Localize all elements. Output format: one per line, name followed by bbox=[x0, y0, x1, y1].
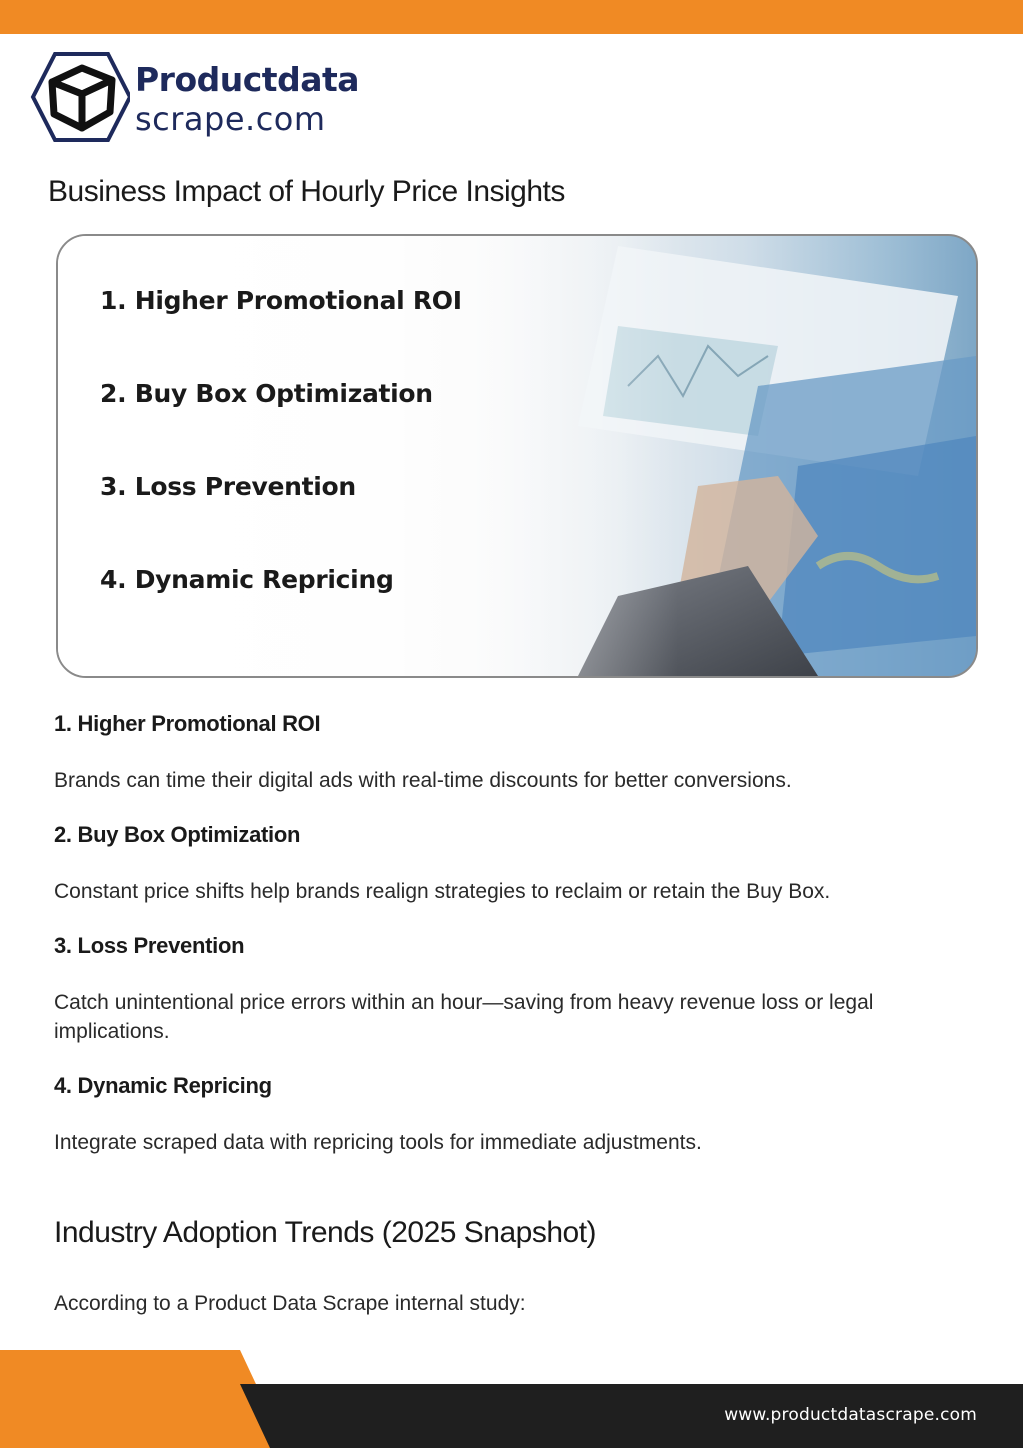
hero-item: 4. Dynamic Repricing bbox=[100, 565, 394, 594]
hero-item: 2. Buy Box Optimization bbox=[100, 379, 433, 408]
footer-website-link[interactable]: www.productdatascrape.com bbox=[724, 1405, 977, 1425]
point-text: Constant price shifts help brands realign strategies to reclaim or retain the Buy Box. bbox=[54, 880, 831, 903]
brand-name-line-1: Productdata bbox=[135, 60, 360, 99]
hero-item: 1. Higher Promotional ROI bbox=[100, 286, 462, 315]
point-heading: 2. Buy Box Optimization bbox=[54, 822, 301, 847]
point-text: Integrate scraped data with repricing tools for immediate adjustments. bbox=[54, 1131, 702, 1154]
hero-item: 3. Loss Prevention bbox=[100, 472, 356, 501]
point-text: Catch unintentional price errors within an hour—saving from heavy revenue loss or legal implications. bbox=[54, 991, 874, 1043]
hero-banner bbox=[56, 234, 978, 678]
point-text: Brands can time their digital ads with real-time discounts for better conversions. bbox=[54, 769, 792, 792]
section-title: Business Impact of Hourly Price Insights bbox=[48, 175, 565, 208]
point-heading: 1. Higher Promotional ROI bbox=[54, 711, 321, 736]
trends-heading: Industry Adoption Trends (2025 Snapshot) bbox=[54, 1216, 597, 1249]
footer-bar bbox=[0, 1350, 1023, 1448]
hero-list bbox=[100, 286, 462, 658]
point-heading: 4. Dynamic Repricing bbox=[54, 1073, 272, 1098]
top-accent-bar bbox=[0, 0, 1023, 34]
impact-points bbox=[54, 708, 954, 1181]
trends-intro: According to a Product Data Scrape internal study: bbox=[54, 1292, 526, 1315]
point-heading: 3. Loss Prevention bbox=[54, 933, 245, 958]
cube-logo-icon bbox=[30, 50, 130, 145]
brand-logo bbox=[30, 50, 390, 145]
brand-name-line-2: scrape.com bbox=[135, 100, 326, 138]
